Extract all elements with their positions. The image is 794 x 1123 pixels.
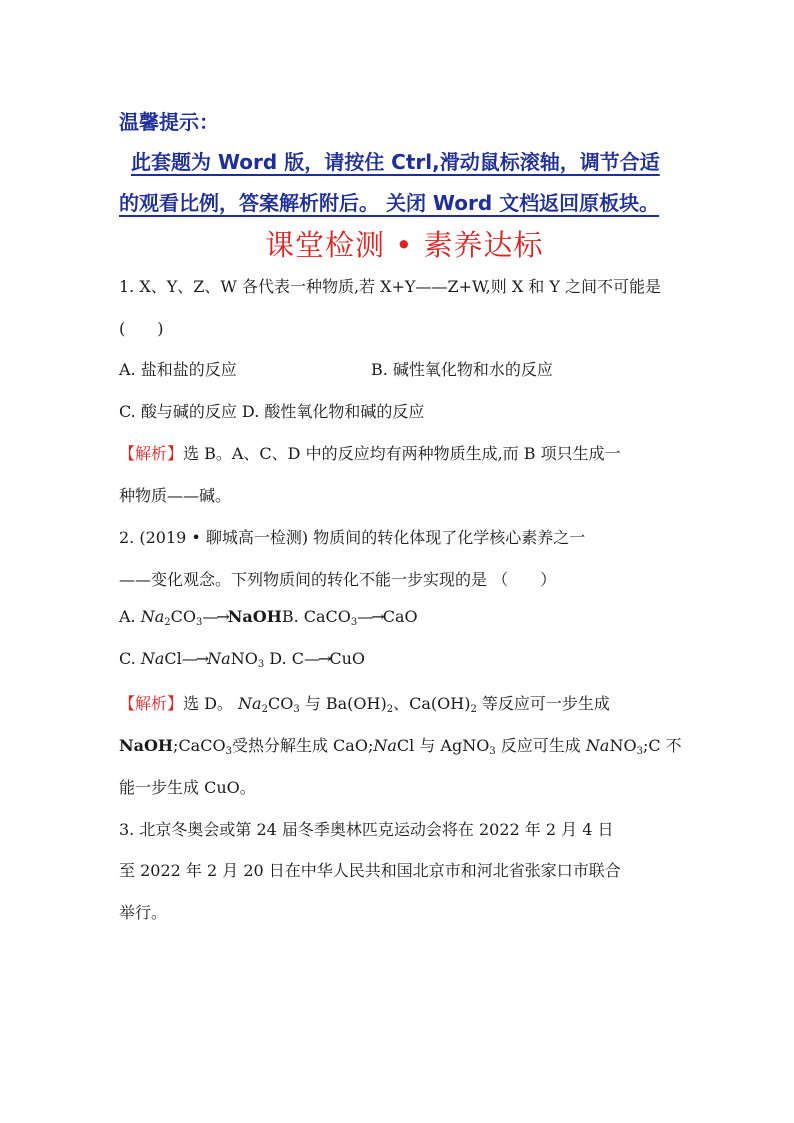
subscript: 3	[293, 704, 300, 715]
analysis-text: ;CaCO	[173, 736, 226, 755]
analysis-text: 、Ca(OH)	[393, 694, 471, 713]
subscript: 3	[257, 659, 265, 670]
section-title: 课堂检测 • 素养达标	[265, 228, 544, 262]
subscript: 2	[470, 704, 477, 715]
analysis-text: 等反应可一步生成	[476, 694, 610, 713]
q1-option-b: B. 碱性氧化物和水的反应	[371, 360, 553, 379]
opt-c-label: C.	[119, 649, 141, 668]
opt-a-label: A.	[119, 607, 141, 626]
analysis-text: 与 Ba(OH)	[299, 694, 387, 713]
q3-line-3: 举行。	[119, 903, 168, 922]
tip-line-2: 的观看比例，答案解析附后。 关闭 Word 文档返回原板块。	[119, 191, 660, 215]
analysis-text: ;C 不	[642, 736, 682, 755]
q2-stem-line-2: ——变化观念。下列物质间的转化不能一步实现的是 （ ）	[119, 570, 557, 589]
analysis-tag: 【解析】	[119, 444, 184, 463]
tip-title: 温馨提示：	[119, 110, 219, 134]
q2-analysis-line-2	[119, 733, 682, 756]
q3-line-1: 3. 北京冬奥会或第 24 届冬季奥林匹克运动会将在 2022 年 2 月 4 日	[119, 820, 614, 839]
q2-stem-line-1: 2. (2019 • 聊城高一检测) 物质间的转化体现了化学核心素养之一	[119, 528, 586, 547]
formula-cuo: CuO	[329, 649, 366, 668]
q1-option-a: A. 盐和盐的反应	[119, 360, 237, 379]
analysis-text: 选 D。	[183, 694, 239, 713]
formula-co: CO	[170, 607, 197, 626]
q3-line-2: 至 2022 年 2 月 20 日在中华人民共和国北京市和河北省张家口市联合	[119, 861, 621, 880]
analysis-text: 受热分解生成 CaO;	[231, 736, 374, 755]
subscript: 2	[386, 704, 394, 715]
arrow-icon: —→	[202, 607, 228, 626]
formula-na: Na	[140, 649, 165, 668]
arrow-icon: —→	[303, 649, 330, 668]
q2-option-cd	[119, 649, 365, 668]
formula-no: NO	[230, 649, 258, 668]
subscript: 3	[350, 617, 358, 628]
analysis-text: 选 B。A、C、D 中的反应均有两种物质生成,而 B 项只生成一	[183, 444, 621, 463]
arrow-icon: —→	[357, 607, 383, 626]
tip-line-1: 此套题为 Word 版，请按住 Ctrl,滑动鼠标滚轴，调节合适	[131, 150, 660, 174]
formula-no: NO	[609, 736, 637, 755]
formula-na: Na	[207, 649, 231, 668]
analysis-text: 反应可生成	[495, 736, 586, 755]
subscript: 3	[489, 746, 496, 757]
q1-analysis-line-2: 种物质——碱。	[119, 486, 232, 505]
q1-analysis-line-1	[119, 441, 621, 464]
subscript: 3	[225, 746, 232, 757]
analysis-text: Cl 与 AgNO	[396, 736, 490, 755]
formula-cao: CaO	[382, 607, 418, 626]
formula-cl: Cl	[164, 649, 182, 668]
formula-co: CO	[267, 694, 294, 713]
subscript: 2	[261, 704, 268, 715]
q1-paren: ( )	[119, 319, 164, 338]
q2-option-ab	[119, 607, 418, 626]
formula-na: Na	[238, 694, 262, 713]
formula-na: Na	[585, 736, 610, 755]
formula-naoh: NaOH	[119, 736, 174, 755]
formula-naoh: NaOH	[227, 607, 282, 626]
formula-na: Na	[373, 736, 397, 755]
opt-b-label: B. CaCO	[281, 607, 351, 626]
opt-d-label: D. C	[264, 649, 304, 668]
subscript: 3	[196, 617, 203, 628]
analysis-tag: 【解析】	[119, 694, 184, 713]
q2-analysis-line-1	[119, 691, 610, 714]
subscript: 3	[636, 746, 643, 757]
q1-option-cd: C. 酸与碱的反应 D. 酸性氧化物和碱的反应	[119, 402, 425, 421]
subscript: 2	[164, 617, 171, 628]
formula-na: Na	[140, 607, 165, 626]
arrow-icon: —→	[181, 649, 208, 668]
q1-stem: 1. X、Y、Z、W 各代表一种物质,若 X+Y——Z+W,则 X 和 Y 之间不可能是	[119, 277, 662, 296]
q2-analysis-line-3: 能一步生成 CuO。	[119, 778, 256, 797]
